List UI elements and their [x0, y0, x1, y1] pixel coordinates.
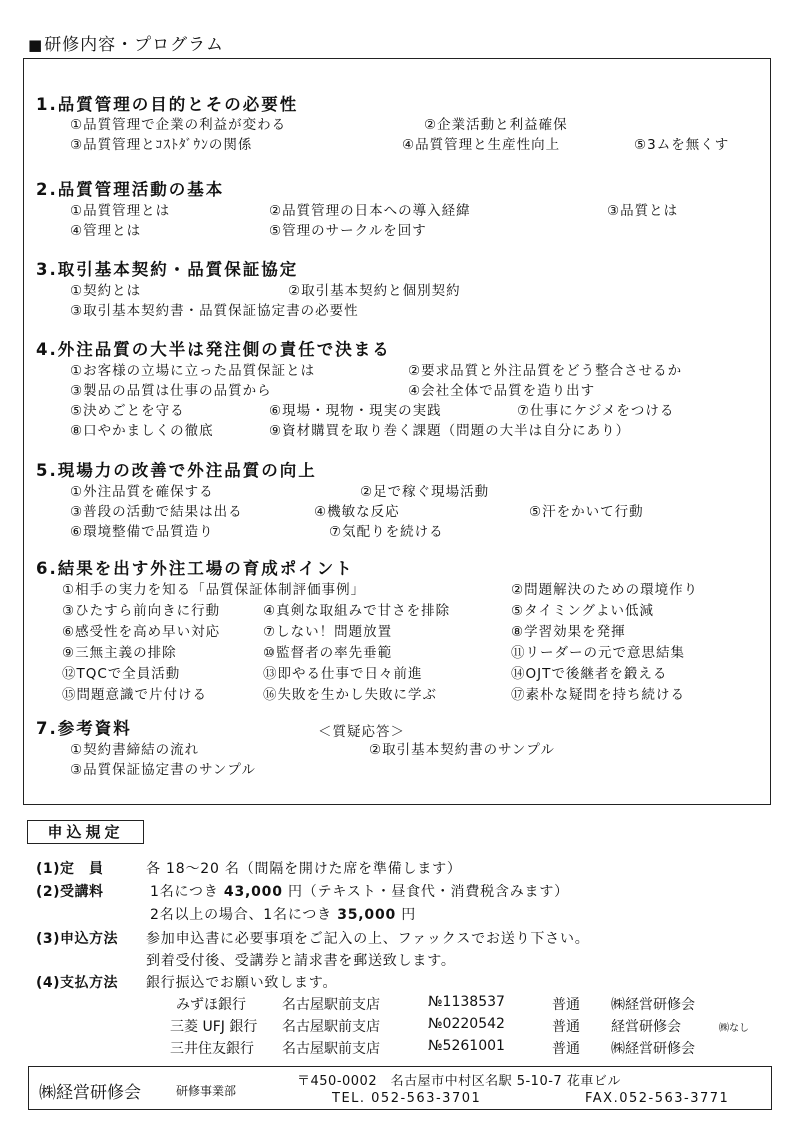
- section-6-item: ⑩監督者の率先垂範: [263, 645, 393, 661]
- fee-value-2: 2名以上の場合、1名につき 35,000 円: [150, 907, 417, 923]
- section-6-item: ⑦しない！問題放置: [263, 624, 393, 640]
- fee-value-1: 1名につき 43,000 円（テキスト・昼食代・消費税含みます）: [150, 884, 569, 900]
- section-1-item: ③品質管理とｺｽﾄﾀﾞｳﾝの関係: [70, 137, 253, 153]
- section-6-item: ③ひたすら前向きに行動: [62, 603, 221, 619]
- footer-dept: 研修事業部: [176, 1084, 237, 1098]
- section-4-item: ④会社全体で品質を造り出す: [408, 383, 596, 399]
- section-5-item: ②足で稼ぐ現場活動: [360, 484, 490, 500]
- section-4-item: ⑥現場・現物・現実の実践: [269, 403, 442, 419]
- fee-amount-1: 43,000: [223, 884, 283, 900]
- section-2-item: ④管理とは: [70, 223, 142, 239]
- section-1-item: ⑤3ムを無くす: [634, 137, 730, 153]
- section-4-item: ⑦仕事にケジメをつける: [517, 403, 675, 419]
- section-5-item: ①外注品質を確保する: [70, 484, 214, 500]
- section-1-title: 1.品質管理の目的とその必要性: [36, 95, 299, 114]
- bank-account-name: ㈱経営研修会: [611, 1041, 695, 1057]
- section-4-item: ⑧口やかましくの徹底: [70, 423, 214, 439]
- bank-branch: 名古屋駅前支店: [282, 1041, 380, 1057]
- section-5-item: ③普段の活動で結果は出る: [70, 504, 243, 520]
- section-5-item: ④機敏な反応: [314, 504, 400, 520]
- bank-name: 三井住友銀行: [170, 1041, 254, 1057]
- footer-fax: FAX.052-563-3771: [585, 1091, 730, 1106]
- section-6-item: ⑤タイミングよい低減: [511, 603, 655, 619]
- bank-account-name: 経営研修会: [611, 1019, 681, 1035]
- payment-value: 銀行振込でお願い致します。: [146, 975, 338, 991]
- section-5-title: 5.現場力の改善で外注品質の向上: [36, 461, 317, 480]
- page-heading-text: 研修内容・プログラム: [44, 35, 225, 55]
- section-4-title: 4.外注品質の大半は発注側の責任で決まる: [36, 340, 391, 359]
- section-6-item: ⑫TQCで全員活動: [62, 666, 181, 682]
- payment-label: (4)支払方法: [36, 975, 119, 991]
- section-6-item: ⑯失敗を生かし失敗に学ぶ: [263, 687, 437, 703]
- section-4-item: ①お客様の立場に立った品質保証とは: [70, 363, 316, 379]
- bank-account-type: 普通: [552, 997, 580, 1013]
- bank-branch: 名古屋駅前支店: [282, 997, 380, 1013]
- footer-org: ㈱経営研修会: [39, 1083, 141, 1103]
- bank-account-type: 普通: [552, 1041, 580, 1057]
- application-terms-heading: 申込規定: [27, 820, 144, 844]
- section-6-item: ⑨三無主義の排除: [62, 645, 177, 661]
- section-4-item: ⑤決めごとを守る: [70, 403, 185, 419]
- bank-account-no: №5261001: [428, 1038, 505, 1054]
- section-7-item: ②取引基本契約書のサンプル: [369, 742, 555, 758]
- section-2-title: 2.品質管理活動の基本: [36, 180, 225, 199]
- bank-account-no: №1138537: [428, 994, 505, 1010]
- section-6-item: ⑰素朴な疑問を持ち続ける: [511, 687, 685, 703]
- section-3-item: ①契約とは: [70, 283, 142, 299]
- section-6-item: ①相手の実力を知る「品質保証体制評価事例」: [62, 582, 366, 598]
- section-7-title: 7.参考資料: [36, 719, 132, 738]
- fee-label: (2)受講料: [36, 884, 104, 900]
- section-3-title: 3.取引基本契約・品質保証協定: [36, 260, 299, 279]
- section-6-item: ⑭OJTで後継者を鍛える: [511, 666, 668, 682]
- section-6-item: ⑬即やる仕事で日々前進: [263, 666, 423, 682]
- heading-marker: ■: [28, 36, 44, 54]
- section-1-item: ①品質管理で企業の利益が変わる: [70, 117, 287, 133]
- bank-account-note: ㈱なし: [719, 1023, 749, 1034]
- method-value-1: 参加申込書に必要事項をご記入の上、ファックスでお送り下さい。: [146, 931, 590, 947]
- program-box: [23, 58, 771, 805]
- section-1-item: ②企業活動と利益確保: [424, 117, 568, 133]
- bank-account-type: 普通: [552, 1019, 580, 1035]
- section-1-item: ④品質管理と生産性向上: [402, 137, 561, 153]
- section-4-item: ③製品の品質は仕事の品質から: [70, 383, 272, 399]
- capacity-value: 各 18〜20 名（間隔を開けた席を準備します）: [146, 861, 462, 877]
- qa-label: ＜質疑応答＞: [318, 724, 405, 740]
- section-2-item: ①品質管理とは: [70, 203, 171, 219]
- section-2-item: ③品質とは: [607, 203, 679, 219]
- method-value-2: 到着受付後、受講券と請求書を郵送致します。: [146, 953, 456, 969]
- section-7-item: ①契約書締結の流れ: [70, 742, 200, 758]
- section-5-item: ⑥環境整備で品質造り: [70, 524, 214, 540]
- footer-address: 〒450-0002 名古屋市中村区名駅 5-10-7 花車ビル: [297, 1074, 621, 1089]
- capacity-label: (1)定 員: [36, 861, 104, 877]
- section-2-item: ②品質管理の日本への導入経緯: [269, 203, 471, 219]
- bank-name: みずほ銀行: [176, 997, 246, 1013]
- section-6-item: ⑮問題意識で片付ける: [62, 687, 207, 703]
- section-5-item: ⑤汗をかいて行動: [529, 504, 644, 520]
- bank-branch: 名古屋駅前支店: [282, 1019, 380, 1035]
- section-6-item: ⑧学習効果を発揮: [511, 624, 626, 640]
- section-6-title: 6.結果を出す外注工場の育成ポイント: [36, 559, 354, 578]
- section-4-item: ②要求品質と外注品質をどう整合させるか: [408, 363, 683, 379]
- section-6-item: ⑪リーダーの元で意思結集: [511, 645, 685, 661]
- bank-account-no: №0220542: [428, 1016, 505, 1032]
- section-3-item: ②取引基本契約と個別契約: [288, 283, 461, 299]
- fee-amount-2: 35,000: [337, 907, 397, 923]
- bank-account-name: ㈱経営研修会: [611, 997, 695, 1013]
- page-heading: [28, 30, 224, 55]
- section-6-item: ④真剣な取組みで甘さを排除: [263, 603, 451, 619]
- section-7-item: ③品質保証協定書のサンプル: [70, 762, 256, 778]
- section-5-item: ⑦気配りを続ける: [329, 524, 444, 540]
- footer-contact-box: [28, 1066, 772, 1110]
- section-6-item: ⑥感受性を高め早い対応: [62, 624, 221, 640]
- section-4-item: ⑨資材購買を取り巻く課題（問題の大半は自分にあり）: [269, 423, 631, 439]
- bank-name: 三菱 UFJ 銀行: [170, 1019, 258, 1035]
- section-3-item: ③取引基本契約書・品質保証協定書の必要性: [70, 303, 359, 319]
- method-label: (3)申込方法: [36, 931, 119, 947]
- section-2-item: ⑤管理のサークルを回す: [269, 223, 427, 239]
- footer-tel: TEL. 052-563-3701: [332, 1091, 482, 1106]
- section-6-item: ②問題解決のための環境作り: [511, 582, 699, 598]
